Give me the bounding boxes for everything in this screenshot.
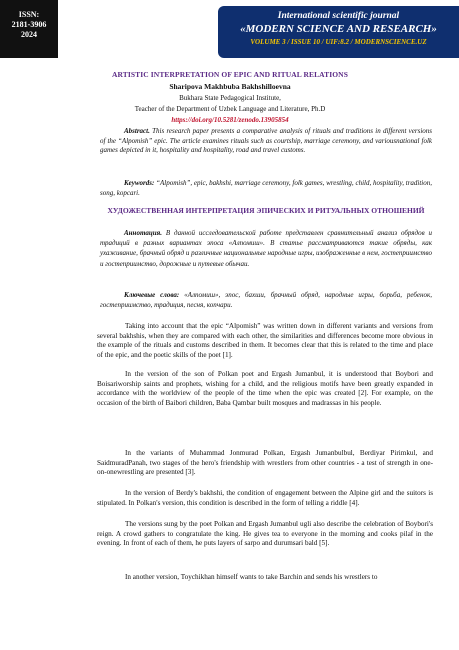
ru-abstract-text: В данной исследовательской работе представлен сравнительный анализ обрядов и традиций в разных вариантах эпоса «Алпомиш». В статье рассматриваются такие обряды, как ухаживание, брачный обряд и различные национальные народные игры, изображенные в нем, гостеприимство и гостеприимство, дорожные и путевые обычаи. xyxy=(100,229,432,268)
ru-abstract xyxy=(100,228,432,269)
body-paragraph-5: The versions sung by the poet Polkan and Ergash Jumanbul ugli also describe the celebration of Boybori's reign. A crowd gathers to congratulate the king. He gives tea to everyone in the morning and cooks pilaf in the evening. In front of each of them, he puts layers of sarpo and durumsari bald [5]. xyxy=(97,520,433,547)
ru-keywords-text: «Алпомиш», эпос, бахши, брачный обряд, народные игры, борьба, ребенок, гостеприимство, традиция, песня, копчари. xyxy=(100,291,432,310)
journal-banner xyxy=(218,6,459,58)
doi-link[interactable]: https://doi.org/10.5281/zenodo.13905854 xyxy=(171,116,289,124)
abstract xyxy=(100,127,432,156)
author-position: Teacher of the Department of Uzbek Language and Literature, Ph.D xyxy=(134,105,326,113)
article-author: Sharipova Makhbuba Bakhshilloevna xyxy=(169,82,291,91)
journal-volume: VOLUME 3 / ISSUE 10 / UIF:8.2 / MODERNSCIENCE.UZ xyxy=(250,38,427,46)
article-title: ARTISTIC INTERPRETATION OF EPIC AND RITUAL RELATIONS xyxy=(112,70,348,79)
abstract-text: This research paper presents a comparative analysis of rituals and traditions in different versions of the “Alpomish” epic. The article examines rituals such as courtship, marriage ceremony, and variousnational folk games depicted in it, hospitality and hospitality, road and travel customs. xyxy=(100,127,432,154)
issn-year: 2024 xyxy=(21,30,37,39)
issn-badge xyxy=(0,0,58,58)
ru-keywords xyxy=(100,290,432,310)
ru-keywords-label: Ключевые слова: xyxy=(124,291,180,299)
ru-title: ХУДОЖЕСТВЕННАЯ ИНТЕРПРЕТАЦИЯ ЭПИЧЕСКИХ И РИТУАЛЬНЫХ ОТНОШЕНИЙ xyxy=(107,206,425,215)
abstract-label: Abstract. xyxy=(124,127,150,135)
ru-abstract-label: Аннотация. xyxy=(124,229,163,237)
body-paragraph-6: In another version, Toychikhan himself wants to take Barchin and sends his wrestlers to xyxy=(125,573,378,581)
keywords xyxy=(100,179,432,198)
body-paragraph-4: In the version of Berdy's bakhshi, the condition of engagement between the Alpine girl and the suitors is stipulated. In Polkan's version, this condition is described in the form of telling a riddle [4]. xyxy=(97,489,433,507)
keywords-text: “Alpomish”, epic, bakhshi, marriage ceremony, folk games, wrestling, child, hospitality, tradition, song, kopcari. xyxy=(100,179,432,197)
journal-type: International scientific journal xyxy=(277,11,400,21)
body-paragraph-1: Taking into account that the epic “Alpomish” was written down in different variants and versions from several bakhshis, when they are compared with each other, the similarities and differences become more obvious in the example of the rituals and customs described in them. It becomes clear that this is related to the time and place of the epic, and the poetic skills of the poet [1]. xyxy=(97,322,433,359)
keywords-label: Keywords: xyxy=(124,179,155,187)
issn-label: ISSN: xyxy=(18,10,40,19)
author-institute: Bukhara State Pedagogical Institute, xyxy=(179,94,281,102)
journal-name: «MODERN SCIENCE AND RESEARCH» xyxy=(240,23,437,35)
body-paragraph-3: In the variants of Muhammad Jonmurad Polkan, Ergash Jumanbulbul, Berdiyar Pirimkul, and SaidmuradPanah, two stages of the hero's friendship with wrestlers from other countries - a test of strength in one-on-onewrestling are presented [3]. xyxy=(97,449,433,476)
body-paragraph-2: In the version of the son of Polkan poet and Ergash Jumanbul, it is understood that Boybori and Boisariworship saints and prophets, wishing for a child, and the religious motifs have been greatly expanded in accordance with the worldview of the people of the time when the epic was created [2]. For example, on the occasion of the birth of Baibori children, Baba Qambar built mosques and madrassas in his people. xyxy=(97,370,433,407)
issn-number: 2181-3906 xyxy=(11,20,47,29)
